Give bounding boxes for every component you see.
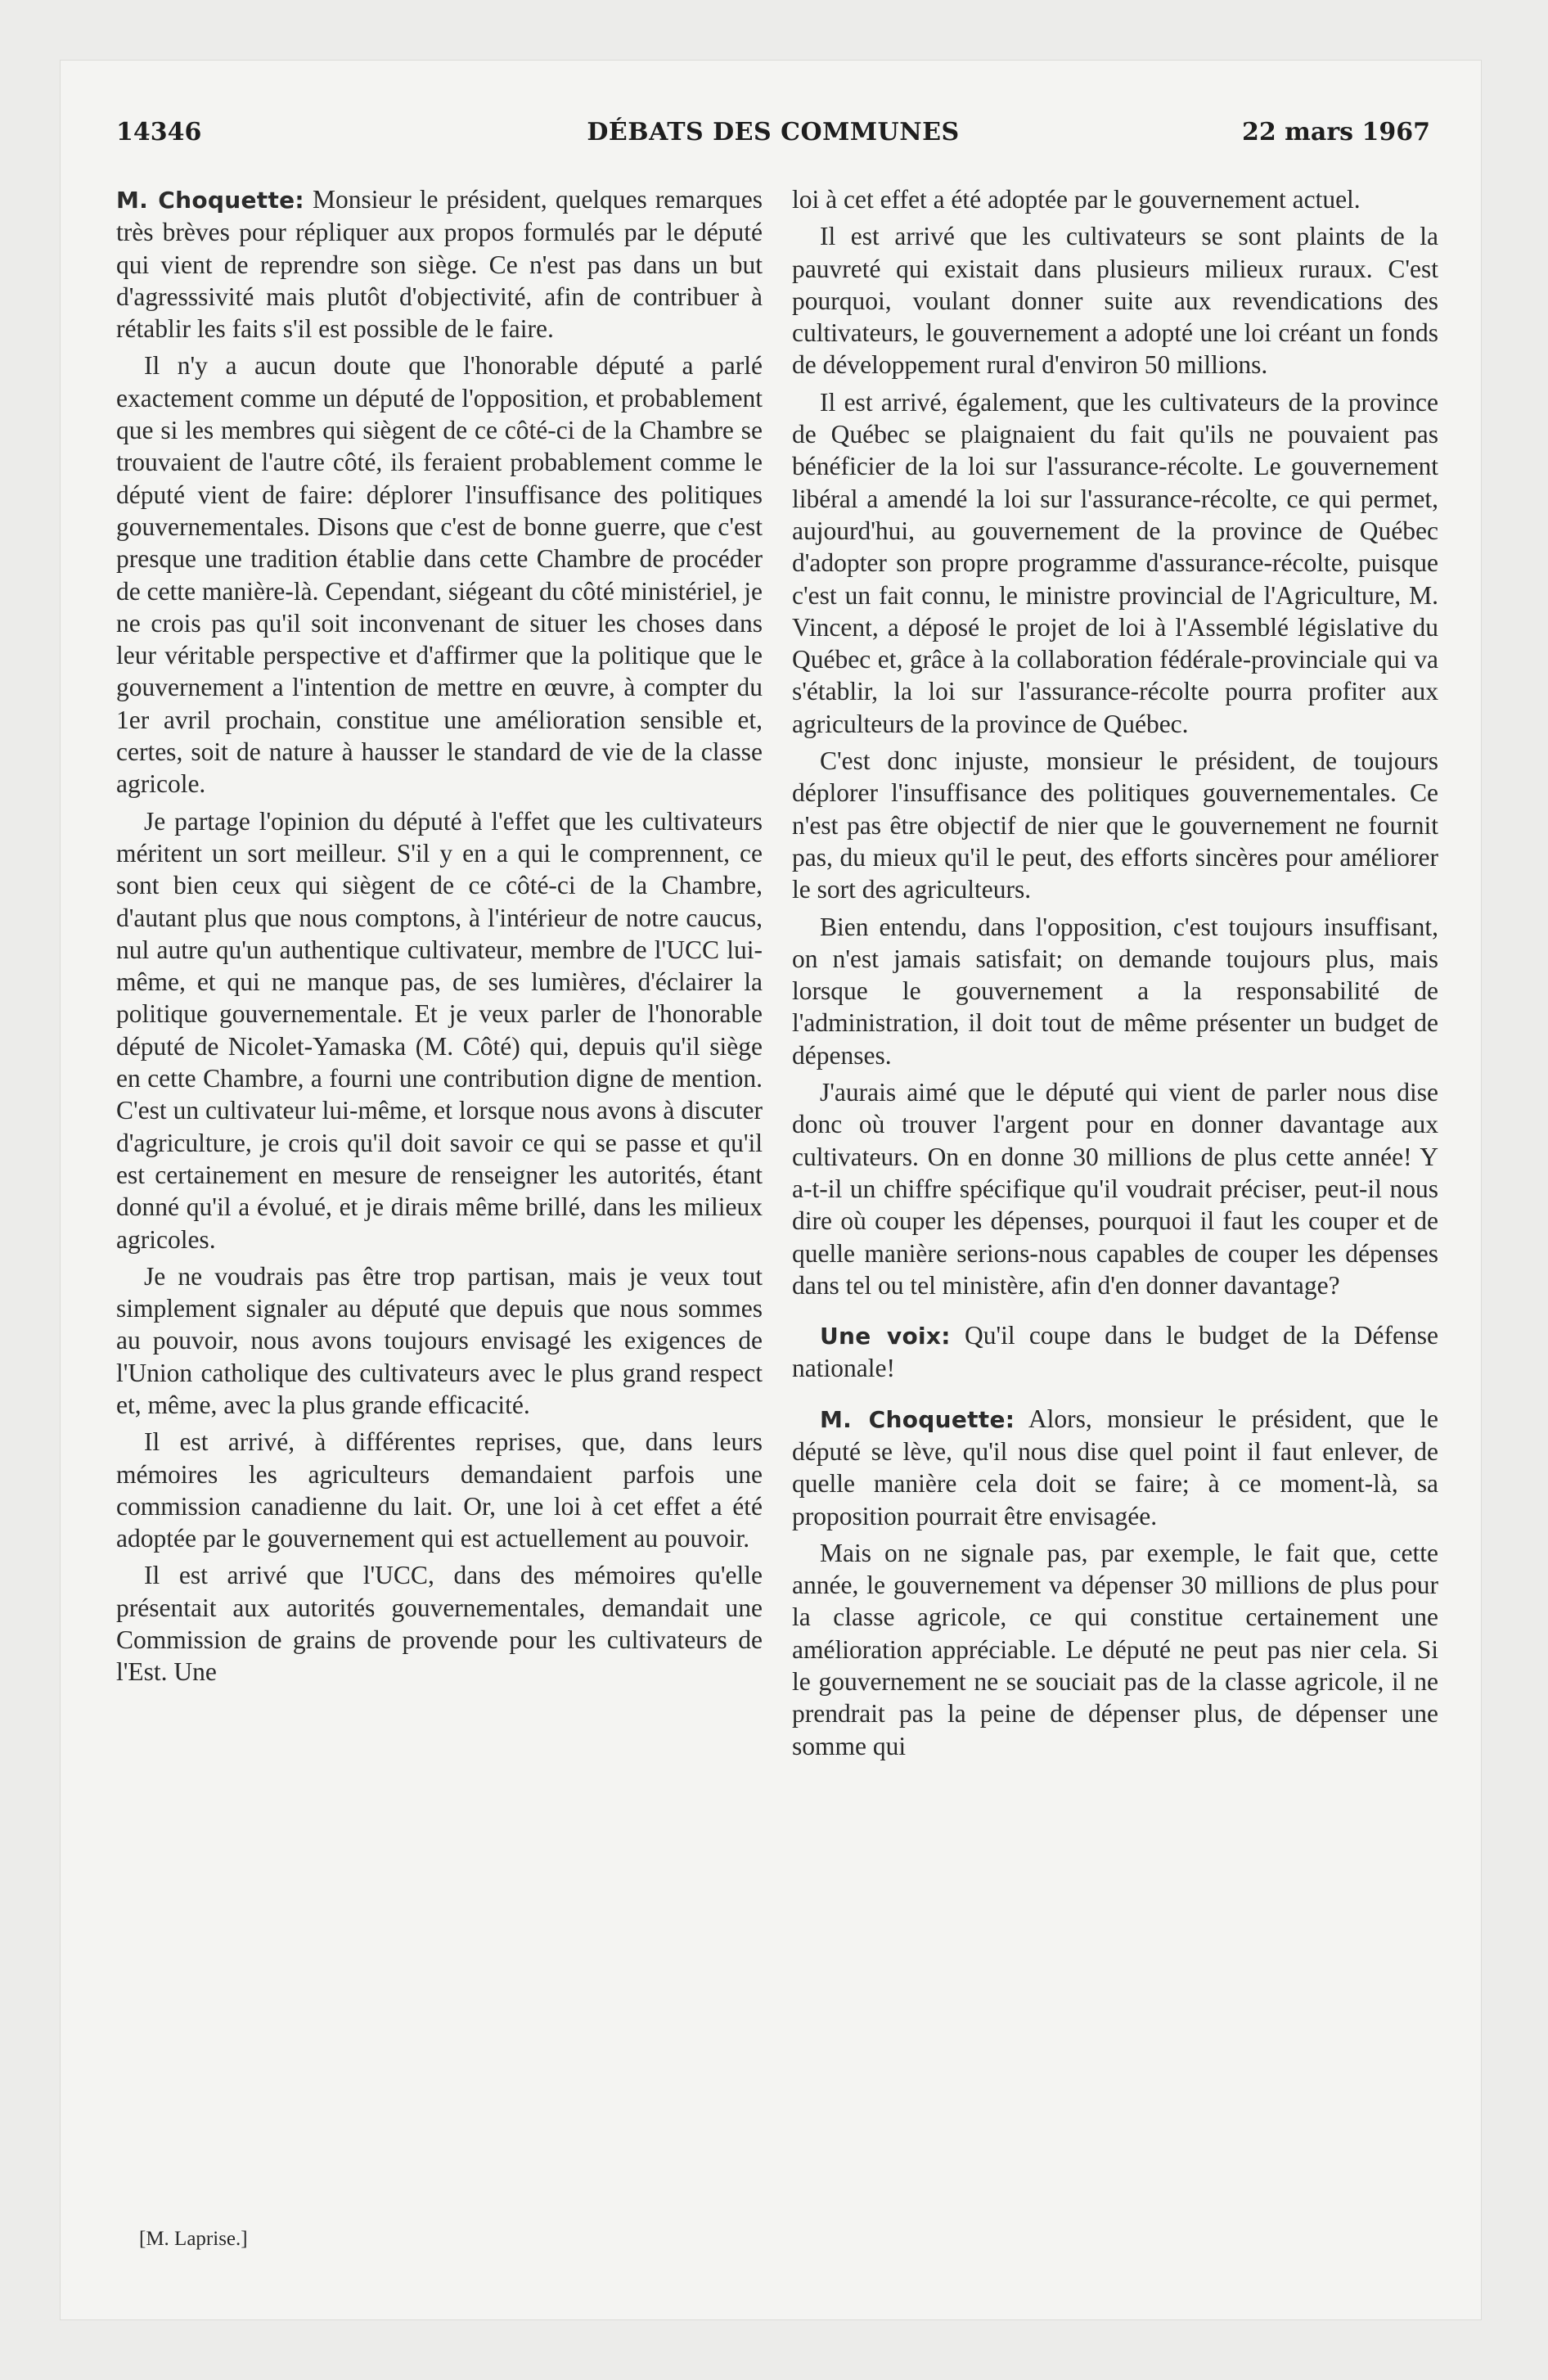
right-column: [792, 183, 1438, 1767]
speaker-attribution: [M. Laprise.]: [139, 2228, 248, 2250]
page-title: DÉBATS DES COMMUNES: [587, 118, 960, 146]
paragraph: J'aurais aimé que le député qui vient de parler nous dise donc où trouver l'argent pour en donner davantage aux cultivateurs. On en donne 30 millions de plus cette année! Y a-t-il un chiffre spécifique qu'il voudrait préciser, peut-il nous dire où couper les dépenses, pourquoi il faut les couper et de quelle manière serions-nous capables de couper les dépenses dans tel ou tel ministère, afin d'en donner davantage?: [792, 1078, 1438, 1300]
speech-text: Monsieur le président, quelques remarques très brèves pour répliquer aux propos formulés par le député qui vient de reprendre son siège. Ce n'est pas dans un but d'agresssivité mais plutôt d'objectivité, afin de contribuer à rétablir les faits s'il est possible de le faire.: [116, 185, 763, 344]
speech-text: Alors, monsieur le président, que le député se lève, qu'il nous dise quel point il faut enlever, de quelle manière cela doit se faire; à ce moment-là, sa proposition pourrait être envisagée.: [792, 1404, 1438, 1530]
paragraph: Il n'y a aucun doute que l'honorable député a parlé exactement comme un député de l'opposition, et probablement que si les membres qui siègent de ce côté-ci de la Chambre se trouvaient de l'autre côté, ils feraient probablement comme le député vient de faire: déplorer l'insuffisance des politiques gouvernementales. Disons que c'est de bonne guerre, que c'est presque une tradition établie dans cette Chambre de procéder de cette manière-là. Cependant, siégeant du côté ministériel, je ne crois pas qu'il soit inconvenant de situer les choses dans leur véritable perspective et d'affirmer que la politique que le gouvernement a l'intention de mettre en œuvre, à compter du 1er avril prochain, constitue une amélioration sensible et, certes, soit de nature à hausser le standard de vie de la classe agricole.: [116, 351, 763, 799]
page-date: 22 mars 1967: [1241, 118, 1430, 146]
speaker-name: M. Choquette:: [116, 187, 304, 214]
page-header: [116, 118, 1430, 159]
paragraph: [792, 1319, 1438, 1385]
speaker-name: M. Choquette:: [820, 1405, 1015, 1433]
paragraph: [116, 183, 763, 345]
paragraph: Il est arrivé que les cultivateurs se sont plaints de la pauvreté qui existait dans plusieurs milieux ruraux. C'est pourquoi, voulant donner suite aux revendications des cultivateurs, le gouvernement a adopté une loi créant un fonds de développement rural d'environ 50 millions.: [792, 222, 1438, 380]
paragraph: [792, 1403, 1438, 1532]
paragraph: Il est arrivé que l'UCC, dans des mémoires qu'elle présentait aux autorités gouvernementales, demandait une Commission de grains de provende pour les cultivateurs de l'Est. Une: [116, 1561, 763, 1687]
paragraph: Il est arrivé, à différentes reprises, que, dans leurs mémoires les agriculteurs demandaient parfois une commission canadienne du lait. Or, une loi à cet effet a été adoptée par le gouvernement qui est actuellement au pouvoir.: [116, 1427, 763, 1553]
paragraph: Je ne voudrais pas être trop partisan, mais je veux tout simplement signaler au député que depuis que nous sommes au pouvoir, nous avons toujours envisagé les exigences de l'Union catholique des cultivateurs avec le plus grand respect et, même, avec la plus grande efficacité.: [116, 1261, 763, 1419]
paragraph: Il est arrivé, également, que les cultivateurs de la province de Québec se plaignaient du fait qu'ils ne pouvaient pas bénéficier de la loi sur l'assurance-récolte. Le gouvernement libéral a amendé la loi sur l'assurance-récolte, ce qui permet, aujourd'hui, au gouvernement de la province de Québec d'adopter son propre programme d'assurance-récolte, puisque c'est un fait connu, le ministre provincial de l'Agriculture, M. Vincent, a déposé le projet de loi à l'Assemblé législative du Québec et, grâce à la collaboration fédérale-provinciale qui va s'établir, la loi sur l'assurance-récolte pourra profiter aux agriculteurs de la province de Québec.: [792, 387, 1438, 738]
page-number: 14346: [116, 118, 202, 146]
speaker-name: Une voix:: [820, 1323, 951, 1350]
page: [61, 61, 1481, 2319]
speech-text: Qu'il coupe dans le budget de la Défense nationale!: [792, 1321, 1439, 1383]
paragraph: Mais on ne signale pas, par exemple, le fait que, cette année, le gouvernement va dépenser 30 millions de plus pour la classe agricole, ce qui constitue certainement une amélioration appréciable. Le député ne peut pas nier cela. Si le gouvernement ne se souciait pas de la classe agricole, il ne prendrait pas la peine de dépenser plus, de dépenser une somme qui: [792, 1538, 1438, 1760]
left-column: [116, 183, 763, 1693]
paragraph: Bien entendu, dans l'opposition, c'est toujours insuffisant, on n'est jamais satisfait; on demande toujours plus, mais lorsque le gouvernement a la responsabilité de l'administration, il doit tout de même présenter un budget de dépenses.: [792, 912, 1438, 1070]
paragraph: loi à cet effet a été adoptée par le gouvernement actuel.: [792, 185, 1361, 214]
paragraph: C'est donc injuste, monsieur le président, de toujours déplorer l'insuffisance des politiques gouvernementales. Ce n'est pas être objectif de nier que le gouvernement ne fournit pas, du mieux qu'il le peut, des efforts sincères pour améliorer le sort des agriculteurs.: [792, 746, 1438, 904]
paragraph: Je partage l'opinion du député à l'effet que les cultivateurs méritent un sort meilleur. S'il y en a qui le comprennent, ce sont bien ceux qui siègent de ce côté-ci de la Chambre, d'autant plus que nous comptons, à l'intérieur de notre caucus, nul autre qu'un authentique cultivateur, membre de l'UCC lui-même, et qui ne manque pas, de ses lumières, d'éclairer la politique gouvernementale. Et je veux parler de l'honorable député de Nicolet-Yamaska (M. Côté) qui, depuis qu'il siège en cette Chambre, a fourni une contribution digne de mention. C'est un cultivateur lui-même, et lorsque nous avons à discuter d'agriculture, je crois qu'il doit savoir ce qui se passe et qu'il est certainement en mesure de renseigner les autorités, étant donné qu'il a évolué, et je dirais même brillé, dans les milieux agricoles.: [116, 806, 763, 1254]
